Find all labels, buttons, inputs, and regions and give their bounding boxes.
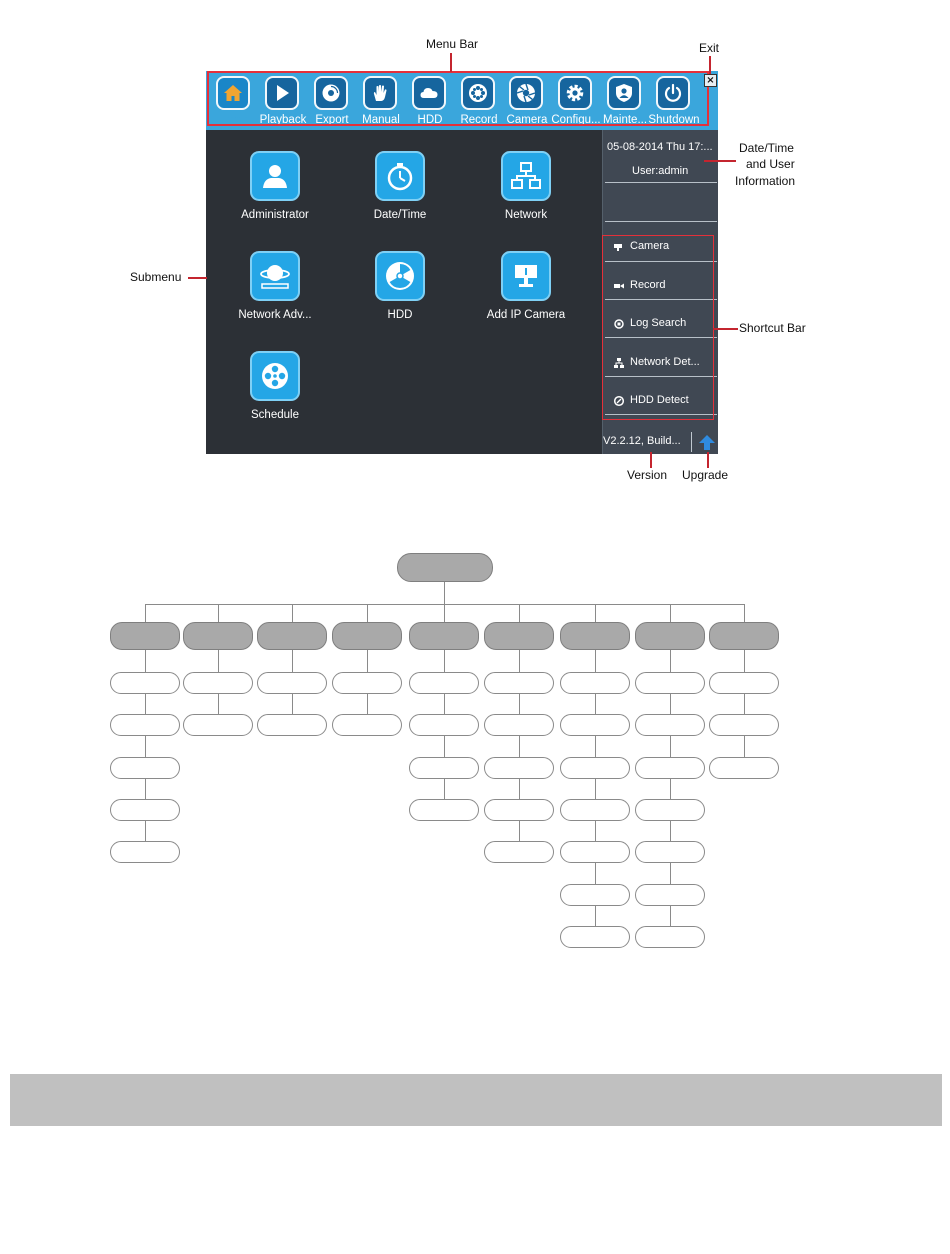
tree-leaf-node: [560, 841, 630, 863]
tree-leaf-node: [709, 672, 779, 694]
tree-leaf-node: [635, 926, 705, 948]
tree-leaf-node: [635, 884, 705, 906]
radiation-disk-icon: [375, 251, 425, 301]
tree-leaf-node: [484, 672, 554, 694]
tree-root-node: [397, 553, 493, 582]
menu-item-label: Record: [460, 114, 498, 126]
pointer-line: [707, 452, 709, 468]
annotation-shortcut-bar: Shortcut Bar: [739, 321, 806, 335]
tree-leaf-node: [409, 672, 479, 694]
tree-leaf-node: [635, 841, 705, 863]
tree-leaf-node: [709, 714, 779, 736]
tree-category-node: [110, 622, 180, 650]
shortcut-label: Network Det...: [630, 356, 700, 368]
pointer-line: [450, 53, 452, 72]
tree-leaf-node: [635, 799, 705, 821]
tree-leaf-node: [409, 757, 479, 779]
pointer-line: [650, 452, 652, 468]
tree-connector: [292, 604, 293, 622]
shortcut-label: HDD Detect: [630, 394, 689, 406]
tree-connector: [744, 604, 745, 622]
upgrade-arrow-icon[interactable]: [697, 433, 717, 451]
tree-leaf-node: [484, 714, 554, 736]
tree-category-node: [484, 622, 554, 650]
submenu-label: Network Adv...: [238, 309, 312, 321]
planet-icon: [250, 251, 300, 301]
annotation-datetime-1: Date/Time: [739, 141, 794, 155]
menu-item-label: Shutdown: [648, 114, 700, 126]
annotation-datetime-3: Information: [735, 174, 796, 188]
tree-leaf-node: [709, 757, 779, 779]
tree-leaf-node: [409, 714, 479, 736]
tree-leaf-node: [635, 757, 705, 779]
tree-category-node: [257, 622, 327, 650]
tree-leaf-node: [560, 672, 630, 694]
tree-leaf-node: [110, 841, 180, 863]
exit-button[interactable]: ×: [704, 74, 717, 87]
tree-category-node: [560, 622, 630, 650]
tree-category-node: [183, 622, 253, 650]
tree-leaf-node: [183, 672, 253, 694]
tree-connector: [444, 604, 445, 622]
tree-leaf-node: [484, 841, 554, 863]
shortcut-label: Log Search: [630, 317, 687, 329]
tree-leaf-node: [560, 757, 630, 779]
tree-connector: [145, 604, 146, 622]
tree-leaf-node: [635, 714, 705, 736]
tree-leaf-node: [332, 714, 402, 736]
section-heading-bar: [10, 1074, 942, 1126]
tree-leaf-node: [484, 799, 554, 821]
tree-leaf-node: [635, 672, 705, 694]
divider: [605, 182, 717, 183]
film-reel-icon: [250, 351, 300, 401]
tree-connector: [744, 650, 745, 768]
annotation-upgrade: Upgrade: [682, 468, 729, 482]
menu-item-label: Manual: [362, 114, 400, 126]
tree-leaf-node: [560, 714, 630, 736]
tree-leaf-node: [560, 926, 630, 948]
tree-category-node: [332, 622, 402, 650]
tree-leaf-node: [332, 672, 402, 694]
user-icon: [250, 151, 300, 201]
network-icon: [501, 151, 551, 201]
menu-bar-highlight: [207, 71, 709, 126]
tree-bus-line: [145, 604, 745, 605]
submenu-label: Network: [504, 209, 548, 221]
tree-connector: [519, 604, 520, 622]
pointer-line: [188, 277, 207, 279]
tree-connector: [218, 604, 219, 622]
tree-leaf-node: [560, 884, 630, 906]
user-info: User:admin: [632, 165, 689, 177]
shortcut-label: Record: [630, 279, 666, 291]
submenu-label: Add IP Camera: [486, 309, 566, 321]
menu-item-label: Playback: [259, 114, 307, 126]
menu-item-label: Home: [218, 114, 250, 126]
menu-item-label: Mainte...: [602, 114, 648, 126]
annotation-submenu: Submenu: [130, 270, 182, 284]
tree-leaf-node: [257, 714, 327, 736]
tree-category-node: [709, 622, 779, 650]
tree-connector: [444, 582, 445, 604]
datetime-display: 05-08-2014 Thu 17:...: [607, 141, 713, 153]
tree-leaf-node: [110, 757, 180, 779]
shortcut-label: Camera: [630, 240, 670, 252]
tree-leaf-node: [484, 757, 554, 779]
pointer-line: [704, 160, 736, 162]
tree-connector: [670, 604, 671, 622]
annotation-menu-bar: Menu Bar: [426, 37, 479, 51]
tree-category-node: [635, 622, 705, 650]
submenu-label: Date/Time: [373, 209, 427, 221]
menu-item-label: HDD: [417, 114, 443, 126]
tree-leaf-node: [110, 799, 180, 821]
tree-leaf-node: [110, 714, 180, 736]
tree-category-node: [409, 622, 479, 650]
tree-leaf-node: [110, 672, 180, 694]
annotation-datetime-2: and User: [746, 157, 795, 171]
tree-leaf-node: [257, 672, 327, 694]
tree-connector: [367, 604, 368, 622]
ip-camera-icon: [501, 251, 551, 301]
submenu-label: Administrator: [241, 209, 309, 221]
divider: [691, 432, 692, 452]
stopwatch-icon: [375, 151, 425, 201]
pointer-line: [709, 56, 711, 74]
menu-item-label: Export: [315, 114, 349, 126]
tree-leaf-node: [560, 799, 630, 821]
annotation-exit: Exit: [699, 41, 720, 55]
submenu-label: Schedule: [251, 409, 299, 421]
menu-item-label: Configu...: [551, 114, 601, 126]
menu-item-label: Camera: [506, 114, 548, 126]
tree-connector: [595, 604, 596, 622]
shortcut-bar-highlight: [602, 235, 714, 420]
annotation-version: Version: [627, 468, 668, 482]
tree-leaf-node: [409, 799, 479, 821]
submenu-label: HDD: [387, 309, 413, 321]
pointer-line: [713, 328, 738, 330]
divider: [605, 221, 717, 222]
tree-leaf-node: [183, 714, 253, 736]
version-label: V2.2.12, Build...: [603, 435, 681, 447]
